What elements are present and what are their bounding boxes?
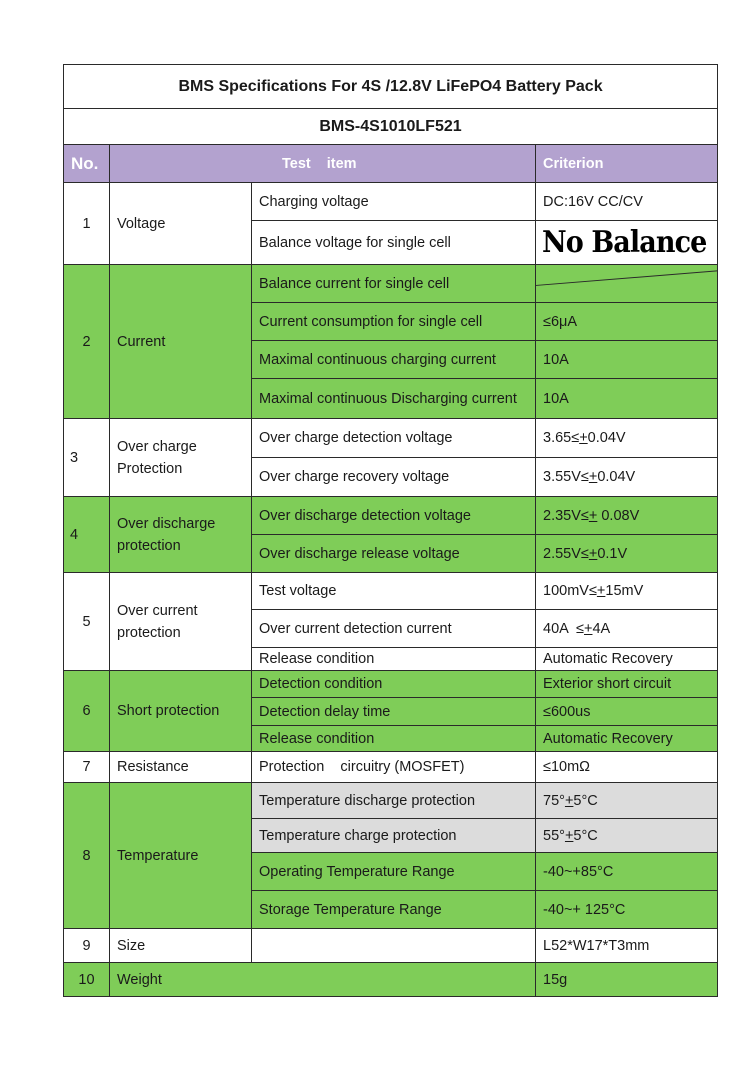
test-name: Detection delay time (252, 698, 536, 726)
header-test-item: Test item (110, 145, 536, 183)
row-number: 7 (64, 752, 110, 783)
test-name: Temperature discharge protection (252, 783, 536, 819)
row-number: 5 (64, 573, 110, 671)
test-name: Operating Temperature Range (252, 853, 536, 891)
row-number: 1 (64, 183, 110, 265)
test-name: Balance voltage for single cell (252, 221, 536, 265)
criterion-value: Automatic Recovery (536, 726, 718, 752)
row-number: 6 (64, 671, 110, 752)
row-number: 3 (64, 419, 110, 497)
criterion-value: DC:16V CC/CV (536, 183, 718, 221)
test-name: Temperature charge protection (252, 819, 536, 853)
header-row (64, 145, 718, 183)
model-name: BMS-4S1010LF521 (64, 109, 718, 145)
test-item: Resistance (110, 752, 252, 783)
criterion-value: 3.65≤+0.04V (536, 419, 718, 458)
criterion-value: ≤600us (536, 698, 718, 726)
test-name: Storage Temperature Range (252, 891, 536, 929)
test-name: Detection condition (252, 671, 536, 698)
test-name: Test voltage (252, 573, 536, 610)
test-name: Current consumption for single cell (252, 303, 536, 341)
test-item: Current (110, 265, 252, 419)
test-item: Over charge Protection (110, 419, 252, 497)
test-item: Size (110, 929, 252, 963)
test-item: Weight (110, 963, 536, 997)
criterion-value: 2.35V≤+ 0.08V (536, 497, 718, 535)
table-row (64, 783, 718, 819)
criterion-value: L52*W17*T3mm (536, 929, 718, 963)
criterion-value: Automatic Recovery (536, 648, 718, 671)
header-no: No. (64, 145, 110, 183)
test-item: Short protection (110, 671, 252, 752)
test-name: Maximal continuous charging current (252, 341, 536, 379)
test-name: Charging voltage (252, 183, 536, 221)
test-name: Over current detection current (252, 610, 536, 648)
criterion-value: ≤10mΩ (536, 752, 718, 783)
test-name (252, 929, 536, 963)
test-name: Release condition (252, 726, 536, 752)
table-row (64, 183, 718, 221)
test-name: Protection circuitry (MOSFET) (252, 752, 536, 783)
test-name: Maximal continuous Discharging current (252, 379, 536, 419)
criterion-value: 75°+5°C (536, 783, 718, 819)
criterion-value: 10A (536, 379, 718, 419)
test-name: Release condition (252, 648, 536, 671)
criterion-value: 100mV≤+15mV (536, 573, 718, 610)
model-row (64, 109, 718, 145)
table-row (64, 963, 718, 997)
test-name: Over discharge release voltage (252, 535, 536, 573)
table-row (64, 265, 718, 303)
table-row (64, 929, 718, 963)
table-row (64, 752, 718, 783)
test-item: Temperature (110, 783, 252, 929)
criterion-value: ≤6μA (536, 303, 718, 341)
criterion-value: 15g (536, 963, 718, 997)
test-item: Voltage (110, 183, 252, 265)
table-row (64, 497, 718, 535)
title-row (64, 65, 718, 109)
header-criterion: Criterion (536, 145, 718, 183)
criterion-value (536, 221, 718, 265)
test-name: Over charge recovery voltage (252, 458, 536, 497)
criterion-value: 40A ≤+4A (536, 610, 718, 648)
table-row (64, 671, 718, 698)
row-number: 10 (64, 963, 110, 997)
test-item: Over discharge protection (110, 497, 252, 573)
criterion-value: -40~+85°C (536, 853, 718, 891)
row-number: 4 (64, 497, 110, 573)
table-row (64, 573, 718, 610)
table-title: BMS Specifications For 4S /12.8V LiFePO4 Battery Pack (64, 65, 718, 109)
no-balance-stamp: No Balance (542, 225, 707, 260)
table-row (64, 419, 718, 458)
criterion-value: 10A (536, 341, 718, 379)
criterion-value (536, 265, 718, 303)
row-number: 8 (64, 783, 110, 929)
criterion-value: -40~+ 125°C (536, 891, 718, 929)
row-number: 9 (64, 929, 110, 963)
spec-sheet (63, 64, 717, 997)
criterion-value: 3.55V≤+0.04V (536, 458, 718, 497)
criterion-value: Exterior short circuit (536, 671, 718, 698)
test-item: Over current protection (110, 573, 252, 671)
test-name: Over discharge detection voltage (252, 497, 536, 535)
test-name: Over charge detection voltage (252, 419, 536, 458)
criterion-value: 55°+5°C (536, 819, 718, 853)
test-name: Balance current for single cell (252, 265, 536, 303)
spec-table (63, 64, 718, 997)
row-number: 2 (64, 265, 110, 419)
diagonal-line (536, 265, 717, 302)
criterion-value: 2.55V≤+0.1V (536, 535, 718, 573)
